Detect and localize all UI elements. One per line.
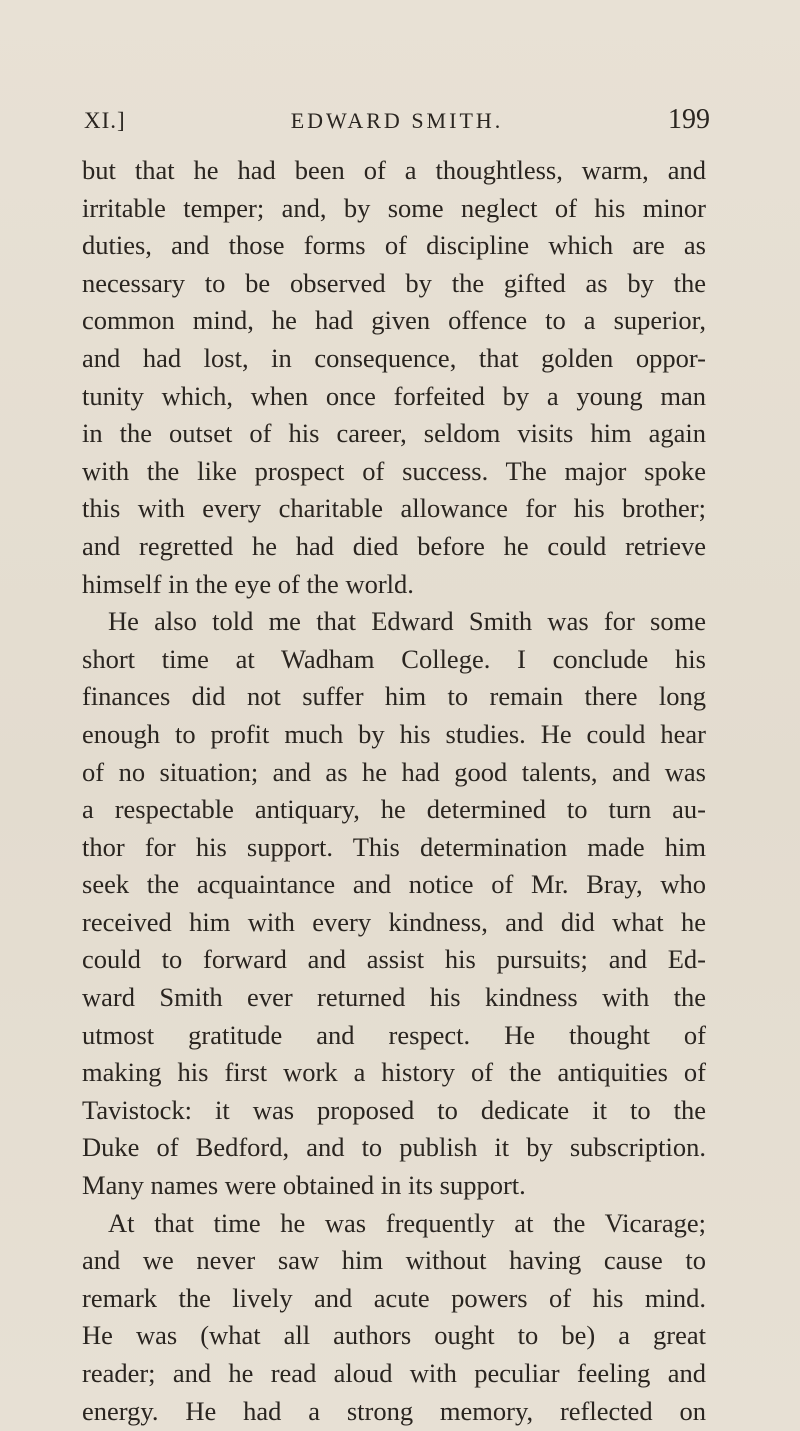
running-title: EDWARD SMITH.: [290, 108, 504, 133]
text-line: duties, and those forms of discipline which are as: [82, 230, 706, 261]
text-line: in the outset of his career, seldom visits him again: [82, 418, 706, 449]
text-line: He was (what all authors ought to be) a great: [82, 1320, 706, 1351]
text-line: ward Smith ever returned his kindness with the: [82, 982, 706, 1013]
text-line: short time at Wadham College. I conclude his: [82, 643, 706, 674]
text-line: making his first work a history of the antiquities of: [82, 1057, 706, 1088]
text-line: a respectable antiquary, he determined to turn au-: [82, 794, 706, 825]
text-line: received him with every kindness, and did what he: [82, 906, 706, 937]
text-line: of no situation; and as he had good talents, and was: [82, 756, 706, 787]
text-line: could to forward and assist his pursuits; and Ed-: [82, 944, 706, 975]
text-line: and we never saw him without having cause to: [82, 1245, 706, 1276]
text-line: He also told me that Edward Smith was for some: [108, 606, 706, 637]
body-text: [82, 152, 706, 1430]
text-line: common mind, he had given offence to a superior,: [82, 305, 706, 336]
text-line: energy. He had a strong memory, reflected on: [82, 1395, 706, 1426]
text-line: irritable temper; and, by some neglect of his minor: [82, 192, 706, 223]
text-line: utmost gratitude and respect. He thought of: [82, 1019, 706, 1050]
text-line: enough to profit much by his studies. He could hear: [82, 718, 706, 749]
text-line: himself in the eye of the world.: [82, 568, 414, 599]
text-line: and regretted he had died before he could retrieve: [82, 530, 706, 561]
page-number: 199: [668, 104, 710, 135]
text-line: seek the acquaintance and notice of Mr. Bray, who: [82, 869, 706, 900]
text-line: reader; and he read aloud with peculiar feeling and: [82, 1358, 706, 1388]
text-line: Tavistock: it was proposed to dedicate it to the: [82, 1094, 706, 1125]
text-line: but that he had been of a thoughtless, warm, and: [82, 155, 706, 185]
text-line: Duke of Bedford, and to publish it by subscription.: [82, 1132, 706, 1163]
chapter-number: XI.]: [84, 108, 126, 133]
text-line: remark the lively and acute powers of his mind.: [82, 1282, 706, 1313]
text-line: finances did not suffer him to remain there long: [82, 681, 706, 712]
text-line: Many names were obtained in its support.: [82, 1170, 526, 1201]
text-line: thor for his support. This determination made him: [82, 831, 706, 862]
text-line: with the like prospect of success. The major spoke: [82, 455, 706, 486]
text-line: this with every charitable allowance for his brother;: [82, 493, 706, 524]
running-head: [84, 104, 710, 138]
text-line: tunity which, when once forfeited by a young man: [82, 380, 706, 411]
text-line: and had lost, in consequence, that golden oppor-: [82, 342, 706, 373]
text-line: necessary to be observed by the gifted as by the: [82, 267, 706, 298]
text-line: At that time he was frequently at the Vicarage;: [108, 1207, 706, 1238]
